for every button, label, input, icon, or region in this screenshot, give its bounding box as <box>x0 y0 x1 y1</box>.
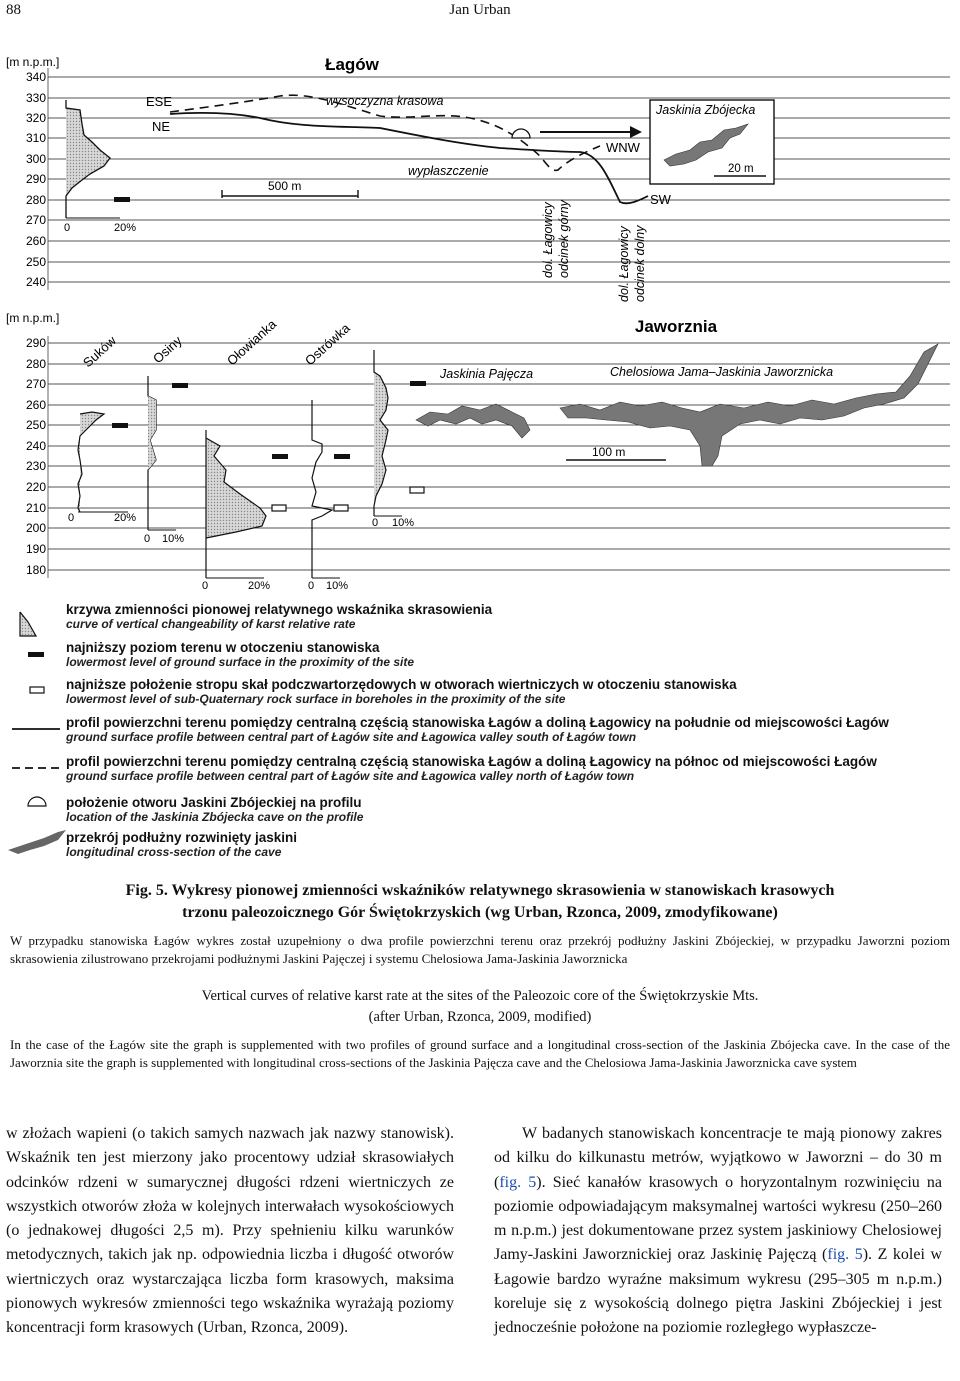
legend-item-cave-section: przekrój podłużny rozwinięty jaskini longitudinal cross-section of the cave <box>66 830 298 859</box>
legend-cave-entrance-symbol <box>28 797 46 806</box>
scale-500m: 500 m <box>268 179 302 193</box>
y-tick: 300 <box>26 152 47 166</box>
page-number: 88 <box>6 2 21 18</box>
y-tick: 280 <box>26 357 47 371</box>
scale-100m: 100 m <box>592 445 626 459</box>
bottom-panel-title: Jaworznia <box>634 317 718 336</box>
top-unit-label: [m n.p.m.] <box>6 55 60 69</box>
figure-link[interactable]: fig. 5 <box>827 1246 863 1264</box>
y-tick: 280 <box>26 193 47 207</box>
y-tick: 210 <box>26 501 47 515</box>
legend-rock-symbol <box>30 687 44 693</box>
figure-link[interactable]: fig. 5 <box>499 1173 537 1191</box>
body-column-right <box>494 1122 942 1341</box>
site-sukow-label: Suków <box>79 332 120 371</box>
cave-chelosiowa-label: Chelosiowa Jama–Jaskinia Jaworznicka <box>610 365 834 379</box>
cave-zbojecka-label: Jaskinia Zbójecka <box>656 103 756 117</box>
y-tick: 270 <box>26 213 47 227</box>
lowest-rock-marker <box>334 505 348 511</box>
cave-pajecza-section <box>416 404 530 438</box>
lowest-rock-marker <box>272 505 286 511</box>
top-panel-title: Łagów <box>325 55 379 74</box>
legend-item-profile-north: profil powierzchni terenu pomiędzy centralną częścią stanowiska Łagów a doliną Łagowicy na północ od miejscowości Łagów ground surface profile between central part of Łagów site and Łagowica valley north of Łagów town <box>66 754 877 783</box>
lowest-ground-marker <box>114 197 130 202</box>
y-tick: 240 <box>26 439 47 453</box>
osiny-axis-zero: 0 <box>144 533 151 545</box>
lowest-rock-marker <box>410 487 424 493</box>
scale-20m: 20 m <box>728 163 754 175</box>
wyplaszczenie-label: wypłaszczenie <box>408 164 489 178</box>
y-tick: 230 <box>26 459 47 473</box>
legend-curve-symbol <box>20 612 36 636</box>
jaworznia-karst-curve <box>374 350 388 516</box>
y-tick: 180 <box>26 563 47 577</box>
top-curve-zero: 0 <box>64 222 71 234</box>
caption-english-title: Vertical curves of relative karst rate at the sites of the Paleozoic core of the Świętokrzyskie Mts. (after Urban, Rzonca, 2009, modified) <box>201 988 759 1025</box>
site-ostrowka-label: Ostrówka <box>301 320 353 369</box>
cave-pajecza-label: Jaskinia Pajęcza <box>440 367 534 381</box>
lowest-ground-marker <box>410 381 426 386</box>
y-tick: 220 <box>26 480 47 494</box>
y-tick: 260 <box>26 398 47 412</box>
site-olowianka-label: Ołowianka <box>223 316 280 369</box>
figure-caption-title: Fig. 5. Wykresy pionowej zmienności wskaźników relatywnego skrasowienia w stanowiskach krasowych trzonu paleozoicznego Gór Świętokrzyskich (wg Urban, Rzonca, 2009, zmodyfikowane) <box>125 882 835 921</box>
valley-upper-label-2: odcinek górny <box>557 200 571 278</box>
ostrowka-karst-curve <box>312 400 332 578</box>
bottom-unit-label: [m n.p.m.] <box>6 311 60 325</box>
caption-english-text: In the case of the Łagów site the graph is supplemented with two profiles of ground surface and a longitudinal cross-section of the Jaskinia Zbójecka cave. In the case of the Jaworznia site the graph is supplemented with longitudinal cross-sections of the Jaskinia Pajęcza cave and the Chelosiowa Jama-Jaskinia Jaworznicka cave system <box>10 1037 950 1070</box>
ostrowka-axis-zero: 0 <box>308 580 315 592</box>
osiny-axis-10: 10% <box>162 533 185 545</box>
olowianka-axis-zero: 0 <box>202 580 209 592</box>
sukow-axis-zero: 0 <box>68 512 75 524</box>
olowianka-axis-20: 20% <box>248 580 271 592</box>
y-tick: 250 <box>26 255 47 269</box>
body-column-left <box>6 1122 454 1341</box>
sukow-axis-20: 20% <box>114 512 137 524</box>
legend-item-profile-south: profil powierzchni terenu pomiędzy centralną częścią stanowiska Łagów a doliną Łagowicy na południe od miejscowości Łagów ground surface profile between central part of Łagów site and Łagowica valley south of Łagów town <box>66 715 889 744</box>
top-y-ticks <box>26 70 46 289</box>
legend-item-rock-surface: najniższe położenie stropu skał podczwartorzędowych w otworach wiertniczych w otoczeniu stanowiska lowermost level of sub-Quaternary rock surface in boreholes in the proximity of the site <box>66 677 737 706</box>
y-tick: 290 <box>26 336 47 350</box>
y-tick: 260 <box>26 234 47 248</box>
legend-item-cave-entrance: położenie otworu Jaskini Zbójeckiej na profilu location of the Jaskinia Zbójecka cave on the profile <box>66 795 364 824</box>
y-tick: 290 <box>26 172 47 186</box>
ostrowka-axis-10: 10% <box>326 580 349 592</box>
body-paragraph: W badanych stanowiskach koncentracje te mają pionowy zakres od kilku do kilkunastu metrów, wyjątkowo w Jaworzni – do 30 m (fig. 5). Sieć kanałów krasowych o horyzontalnym rozwinięciu na poziomie odpowiadającym maksymalnej wartości wykresu (250–260 m n.p.m.) jest dokumentowane przez system jaskiniowy Chelosiowej Jamy-Jaskini Jaworznickiej oraz Jaskinię Pajęczą (fig. 5). Z kolei w Łagowie bardzo wyraźne maksimum wykresu (295–305 m n.p.m.) koreluje się z wysokością dolnego piętra Jaskini Zbójeckiej i jest jednocześnie położone na poziomie rozległego wypłaszcze- <box>494 1125 943 1337</box>
site-osiny-label: Osiny <box>149 332 185 367</box>
wysoczyzna-label: wysoczyzna krasowa <box>326 94 444 108</box>
lowest-ground-marker <box>334 454 350 459</box>
y-tick: 270 <box>26 377 47 391</box>
ese-label: ESE <box>146 94 173 109</box>
legend-ground-symbol <box>28 652 44 657</box>
wnw-label: WNW <box>606 140 640 155</box>
lowest-ground-marker <box>172 383 188 388</box>
lowest-ground-marker <box>112 423 128 428</box>
valley-lower-label-2: odcinek dolny <box>633 225 647 302</box>
top-gridlines <box>48 68 950 290</box>
olowianka-karst-curve <box>206 438 266 538</box>
y-tick: 240 <box>26 275 47 289</box>
caption-polish-text: W przypadku stanowiska Łagów wykres został uzupełniony o dwa profile powierzchni terenu oraz przekrój podłużny Jaskini Zbójeckiej, w przypadku Jaworzni poziom skrasowienia zilustrowano przekrojami podłużnymi Jaskini Pajęczej i systemu Chelosiowa Jama-Jaskinia Jaworznicka <box>10 933 950 966</box>
y-tick: 330 <box>26 91 47 105</box>
valley-lower-label-1: dol. Łagowicy <box>617 226 631 302</box>
y-tick: 340 <box>26 70 47 84</box>
profile-south-solid <box>170 113 648 204</box>
lowest-ground-marker <box>272 454 288 459</box>
sw-label: SW <box>650 192 671 207</box>
figure-5-diagram <box>0 40 960 870</box>
y-tick: 250 <box>26 418 47 432</box>
cave-entrance-symbol <box>512 129 530 138</box>
valley-upper-label-1: dol. Łagowicy <box>541 202 555 278</box>
body-paragraph: w złożach wapieni (o takich samych nazwach jak nazwy stanowisk). Wskaźnik ten jest mierzony jako procentowy udział skrasowiałych odcinków rdzeni w sumarycznej długości rdzeni wiertniczych ze wszystkich otworów złoża w kolejnych interwałach wysokościowych (o jednakowej długości 2,5 m). Przy spełnieniu kilku warunków metodycznych, takich jak np. odpowiednia liczba i długość otworów wiertniczych oraz wystarczająca liczba form krasowych, maksima pionowych wykresów zmienności tego wskaźnika wyrażają poziomy koncentracji form krasowych (Urban, Rzonca, 2009). <box>6 1125 454 1337</box>
legend-cave-section-symbol <box>8 830 66 854</box>
y-tick: 320 <box>26 111 47 125</box>
y-tick: 190 <box>26 542 47 556</box>
jaworznia-axis-zero: 0 <box>372 517 379 529</box>
legend-item-ground-level: najniższy poziom terenu w otoczeniu stanowiska lowermost level of ground surface in the proximity of the site <box>66 640 415 669</box>
ne-label: NE <box>152 119 171 134</box>
top-curve-20pct: 20% <box>114 222 137 234</box>
legend-item-curve: krzywa zmienności pionowej relatywnego wskaźnika skrasowienia curve of vertical changeability of karst relative rate <box>66 602 493 631</box>
bottom-y-ticks <box>26 336 46 577</box>
jaworznia-axis-10: 10% <box>392 517 415 529</box>
running-header-author: Jan Urban <box>449 2 511 18</box>
sukow-karst-curve <box>78 412 104 512</box>
y-tick: 200 <box>26 521 47 535</box>
y-tick: 310 <box>26 131 47 145</box>
